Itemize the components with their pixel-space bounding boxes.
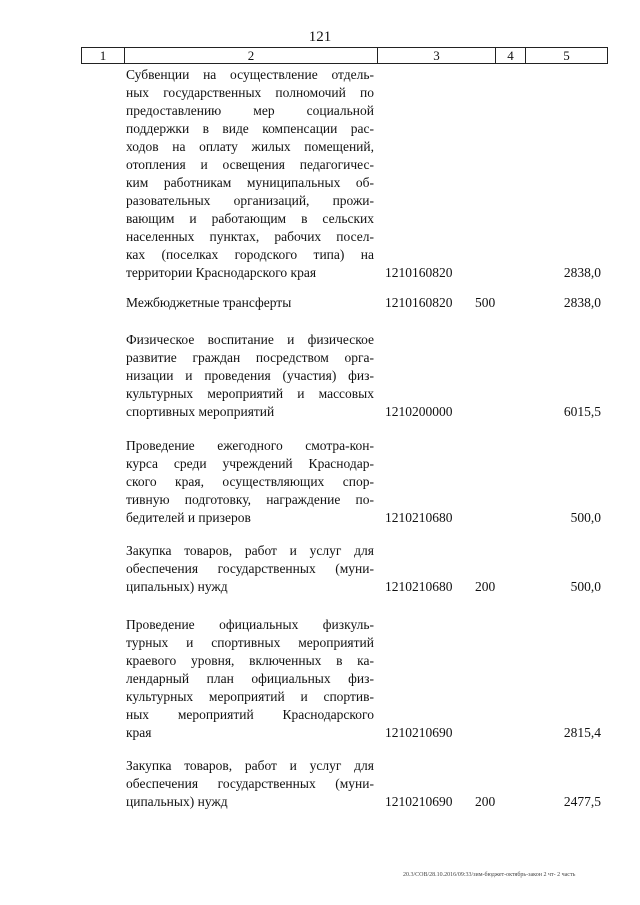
description-line: тивную подготовку, награждение по-	[126, 492, 374, 507]
description-line: культурных мероприятий и спортив-	[126, 689, 374, 704]
description-line: курса среди учреждений Краснодар-	[126, 456, 374, 471]
header-col-3: 3	[378, 48, 496, 63]
description-line: ках (поселках городского типа) на	[126, 247, 374, 262]
description-line: Закупка товаров, работ и услуг для	[126, 543, 374, 558]
description-line: Закупка товаров, работ и услуг для	[126, 758, 374, 773]
description-line: Проведение официальных физкуль-	[126, 617, 374, 632]
row-amount: 6015,5	[563, 404, 601, 419]
row-amount: 2477,5	[563, 794, 601, 809]
row-target-code: 1210160820	[385, 295, 453, 310]
description-line: ким работникам муниципальных об-	[126, 175, 374, 190]
row-amount: 2838,0	[563, 265, 601, 280]
description-line: Физическое воспитание и физическое	[126, 332, 374, 347]
row-target-code: 1210200000	[385, 404, 453, 419]
description-line: поддержки в виде компенсации рас-	[126, 121, 374, 136]
row-amount: 2838,0	[563, 295, 601, 310]
description-line: ципальных) нужд	[126, 579, 228, 594]
description-line: краевого уровня, включенных в ка-	[126, 653, 374, 668]
description-line: Субвенции на осуществление отдель-	[126, 67, 374, 82]
row-target-code: 1210210690	[385, 794, 453, 809]
description-line: Проведение ежегодного смотра-кон-	[126, 438, 374, 453]
header-col-5: 5	[563, 48, 570, 63]
header-col-1: 1	[82, 48, 125, 63]
description-line: ципальных) нужд	[126, 794, 228, 809]
description-line: турных и спортивных мероприятий	[126, 635, 374, 650]
description-line: разовательных организаций, прожи-	[126, 193, 374, 208]
description-line: развитие граждан посредством орга-	[126, 350, 374, 365]
row-expense-type: 200	[475, 794, 496, 809]
description-line: ных мероприятий Краснодарского	[126, 707, 374, 722]
description-line: вающим и работающим в сельских	[126, 211, 374, 226]
row-amount: 2815,4	[563, 725, 601, 740]
row-expense-type: 200	[475, 579, 496, 594]
description-line: Межбюджетные трансферты	[126, 295, 292, 310]
row-description	[126, 757, 374, 811]
description-line: культурных мероприятий и массовых	[126, 386, 374, 401]
row-amount: 500,0	[570, 579, 601, 594]
page-number: 121	[308, 29, 332, 45]
row-amount: 500,0	[570, 510, 601, 525]
description-line: обеспечения государственных (муни-	[126, 776, 374, 791]
row-target-code: 1210210680	[385, 579, 453, 594]
description-line: ных государственных полномочий по	[126, 85, 374, 100]
description-line: лендарный план официальных физ-	[126, 671, 374, 686]
row-target-code: 1210160820	[385, 265, 453, 280]
description-line: спортивных мероприятий	[126, 404, 275, 419]
description-line: обеспечения государственных (муни-	[126, 561, 374, 576]
description-line: ходов на оплату жилых помещений,	[126, 139, 374, 154]
row-description	[126, 294, 374, 312]
description-line: территории Краснодарского края	[126, 265, 317, 280]
footer-file-stamp: 20.3/СОВ/28.10.2016/09:33/зим-бюджет-октябрь-закон 2 чт- 2 часть	[403, 872, 576, 878]
row-target-code: 1210210690	[385, 725, 453, 740]
description-line: населенных пунктах, рабочих посел-	[126, 229, 374, 244]
description-line: отопления и освещения педагогичес-	[126, 157, 374, 172]
row-description	[126, 66, 374, 282]
description-line: бедителей и призеров	[126, 510, 251, 525]
row-target-code: 1210210680	[385, 510, 453, 525]
row-description	[126, 616, 374, 742]
header-col-4: 4	[496, 48, 526, 63]
description-line: ского края, осуществляющих спор-	[126, 474, 374, 489]
description-line: предоставлению мер социальной	[126, 103, 374, 118]
header-col-2: 2	[125, 48, 378, 63]
description-line: края	[126, 725, 152, 740]
row-description	[126, 542, 374, 596]
row-expense-type: 500	[475, 295, 496, 310]
table-header	[81, 47, 608, 64]
description-line: низации и проведения (участия) физ-	[126, 368, 374, 383]
row-description	[126, 331, 374, 421]
row-description	[126, 437, 374, 527]
